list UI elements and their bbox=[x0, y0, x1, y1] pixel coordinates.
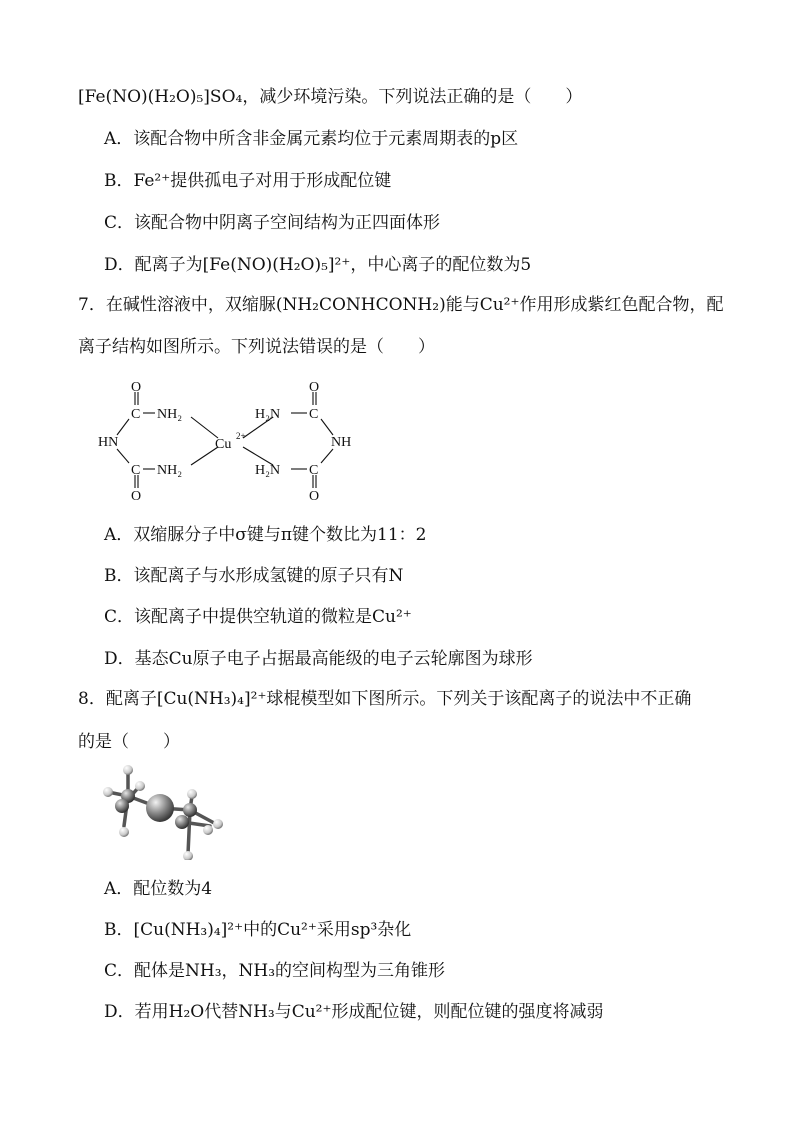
fig-left-c-top: C bbox=[131, 407, 141, 422]
fig-metal: Cu bbox=[215, 437, 232, 452]
fig-left-nh2-bot: NH₂ bbox=[157, 463, 183, 478]
q7-option-b[interactable]: B．该配离子与水形成氢键的原子只有N bbox=[104, 566, 404, 586]
q8-option-b[interactable]: B．[Cu(NH₃)₄]²⁺中的Cu²⁺采用sp³杂化 bbox=[104, 920, 412, 940]
fig-left-c-bot: C bbox=[131, 463, 141, 478]
q8-stem-line2: 的是（ ） bbox=[78, 732, 180, 752]
q7-stem-line2: 离子结构如图所示。下列说法错误的是（ ） bbox=[78, 337, 435, 357]
q8-option-a[interactable]: A．配位数为4 bbox=[104, 879, 213, 899]
q7-stem-line1: 7．在碱性溶液中，双缩脲(NH₂CONHCONH₂)能与Cu²⁺作用形成紫红色配合物，配 bbox=[78, 295, 724, 315]
fig-metal-charge: 2+ bbox=[236, 431, 246, 441]
ball-and-stick-model bbox=[98, 760, 228, 860]
q6-option-d[interactable]: D．配离子为[Fe(NO)(H₂O)₅]²⁺，中心离子的配位数为5 bbox=[104, 255, 532, 275]
fig-right-c-bot: C bbox=[309, 463, 319, 478]
fig-left-o-top: O bbox=[131, 380, 142, 395]
q6-option-c[interactable]: C．该配合物中阴离子空间结构为正四面体形 bbox=[104, 213, 441, 233]
fig-right-h2n-top: H₂N bbox=[255, 407, 281, 422]
q7-option-d[interactable]: D．基态Cu原子电子占据最高能级的电子云轮廓图为球形 bbox=[104, 649, 533, 669]
fig-right-c-top: C bbox=[309, 407, 319, 422]
q8-option-c[interactable]: C．配体是NH₃，NH₃的空间构型为三角锥形 bbox=[104, 961, 446, 981]
q8-option-d[interactable]: D．若用H₂O代替NH₃与Cu²⁺形成配位键，则配位键的强度将减弱 bbox=[104, 1002, 604, 1022]
q6-stem-tail: [Fe(NO)(H₂O)₅]SO₄，减少环境污染。下列说法正确的是（ ） bbox=[78, 87, 583, 107]
q6-option-a[interactable]: A．该配合物中所含非金属元素均位于元素周期表的p区 bbox=[104, 129, 519, 149]
q7-option-a[interactable]: A．双缩脲分子中σ键与π键个数比为11：2 bbox=[104, 525, 427, 545]
fig-right-o-bot: O bbox=[309, 489, 320, 504]
q8-stem-line1: 8．配离子[Cu(NH₃)₄]²⁺球棍模型如下图所示。下列关于该配离子的说法中不正确 bbox=[78, 689, 692, 709]
fig-left-nh2-top: NH₂ bbox=[157, 407, 183, 422]
fig-right-h2n-bot: H₂N bbox=[255, 463, 281, 478]
fig-left-o-bot: O bbox=[131, 489, 142, 504]
fig-right-o-top: O bbox=[309, 380, 320, 395]
fig-left-hn: HN bbox=[98, 435, 119, 450]
biuret-copper-complex-figure bbox=[95, 375, 365, 505]
fig-right-nh: NH bbox=[331, 435, 352, 450]
q7-option-c[interactable]: C．该配离子中提供空轨道的微粒是Cu²⁺ bbox=[104, 607, 412, 627]
q6-option-b[interactable]: B．Fe²⁺提供孤电子对用于形成配位键 bbox=[104, 171, 392, 191]
